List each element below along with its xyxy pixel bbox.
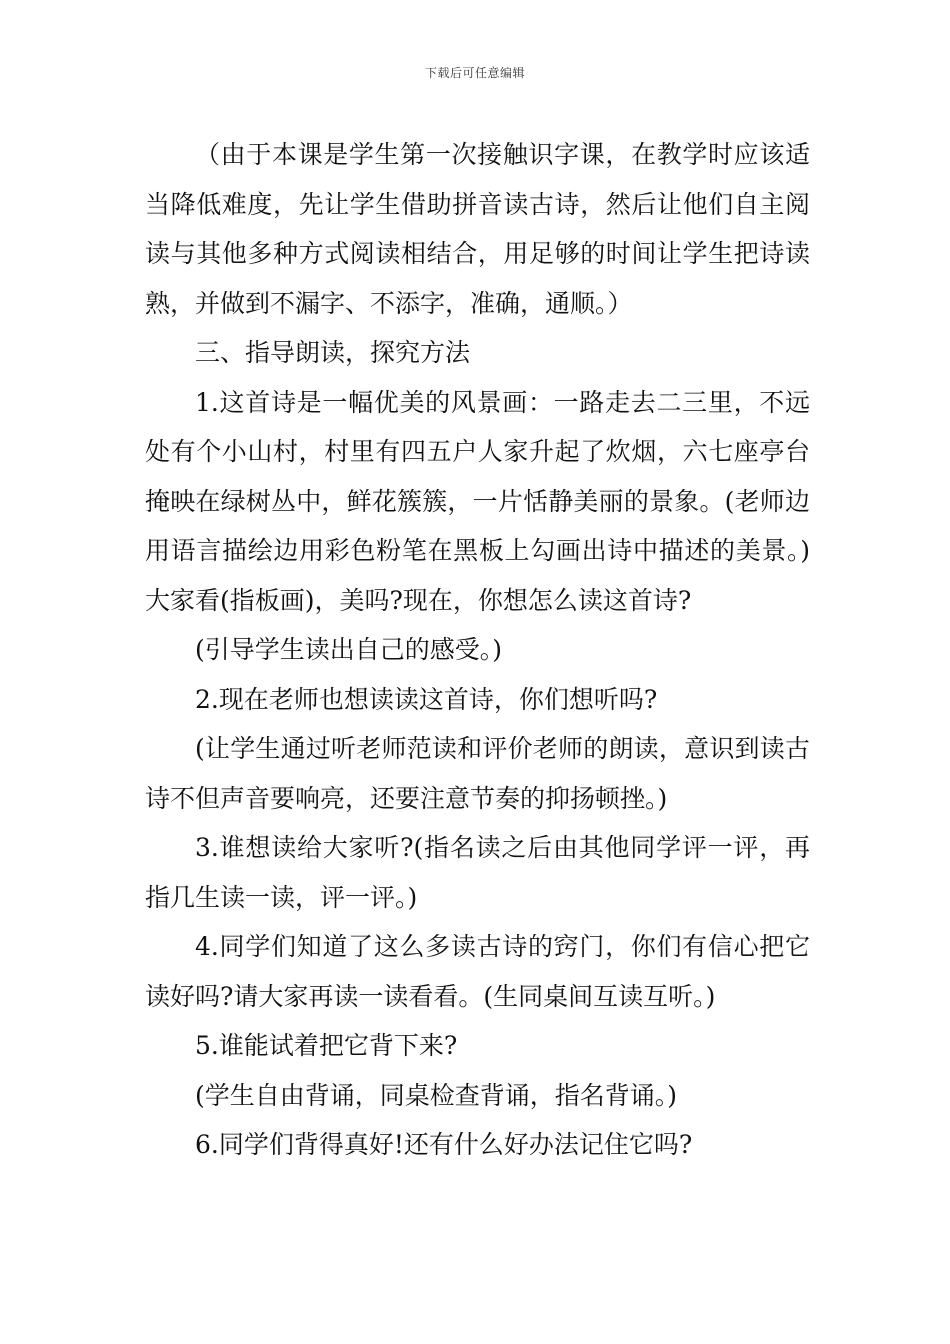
paragraph-step-5: 5.谁能试着把它背下来? — [195, 1031, 458, 1060]
paragraph-step-2: 2.现在老师也想读读这首诗，你们想听吗? — [195, 684, 658, 714]
paragraph-step-4: 4.同学们知道了这么多读古诗的窍门，你们有信心把它读好吗?请大家再读一读看看。(生同桌间互读互听。) — [145, 932, 810, 1011]
paragraph-teaching-note: （由于本课是学生第一次接触识字课，在教学时应该适当降低难度，先让学生借助拼音读古诗，然后让他们自主阅读与其他多种方式阅读相结合，用足够的时间让学生把诗读熟，并做到不漏字、不添字，准确，通顺。） — [145, 140, 810, 318]
paragraph-note-2: (让学生通过听老师范读和评价老师的朗读，意识到读古诗不但声音要响亮，还要注意节奏的抑扬顿挫。) — [145, 734, 810, 813]
paragraph-step-1: 1.这首诗是一幅优美的风景画：一路走去二三里，不远处有个小山村，村里有四五户人家升起了炊烟，六七座亭台掩映在绿树丛中，鲜花簇簇，一片恬静美丽的景象。(老师边用语言描绘边用彩色粉笔在黑板上勾画出诗中描述的美景。)大家看(指板画)，美吗?现在，你想怎么读这首诗? — [145, 387, 810, 615]
paragraph-step-3: 3.谁想读给大家听?(指名读之后由其他同学评一评，再指几生读一读，评一评。) — [145, 833, 810, 912]
paragraph-note-5: (学生自由背诵，同桌检查背诵，指名背诵。) — [195, 1080, 678, 1110]
paragraph-step-6: 6.同学们背得真好!还有什么好办法记住它吗? — [195, 1130, 693, 1159]
document-body — [145, 130, 810, 1170]
paragraph-note-1: (引导学生读出自己的感受。) — [195, 635, 503, 664]
page-header: 下载后可任意编辑 — [424, 66, 525, 80]
section-heading: 三、指导朗读，探究方法 — [195, 338, 471, 367]
